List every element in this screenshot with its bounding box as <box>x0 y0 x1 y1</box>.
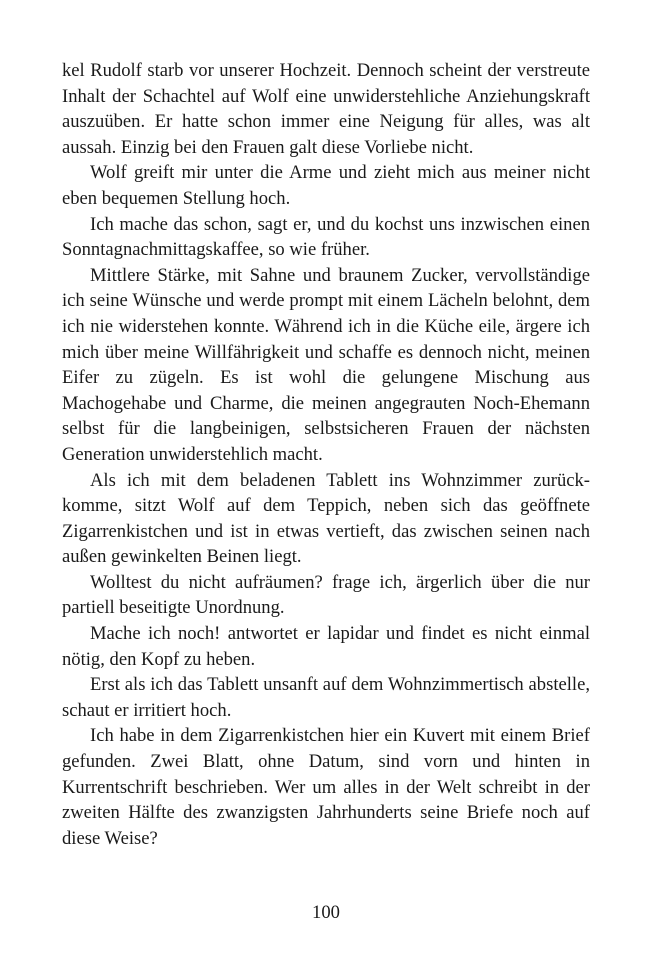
paragraph: Erst als ich das Tablett unsanft auf dem Wohnzimmertisch abstelle, schaut er irritiert hoch. <box>62 674 590 721</box>
paragraph-continuation: kel Rudolf starb vor unserer Hochzeit. Dennoch scheint der verstreute Inhalt der Schachtel auf Wolf eine unwiderstehliche Anziehungskraft auszuüben. Er hatte schon immer eine Neigung für alles, was alt aussah. Einzig bei den Frauen galt diese Vorliebe nicht. <box>62 60 590 158</box>
paragraph: Ich habe in dem Zigarrenkistchen hier ein Kuvert mit einem Brief gefunden. Zwei Blatt, ohne Datum, sind vorn und hinten in Kurrentschrift beschrieben. Wer um alles in der Welt schreibt in der zweiten Hälfte des zwanzigsten Jahrhunderts seine Briefe noch auf diese Weise? <box>62 725 590 849</box>
paragraph: Mache ich noch! antwortet er lapidar und findet es nicht einmal nötig, den Kopf zu heben. <box>62 623 590 670</box>
paragraph: Wolf greift mir unter die Arme und zieht mich aus meiner nicht eben bequemen Stellung hoch. <box>62 162 590 209</box>
paragraph: Ich mache das schon, sagt er, und du kochst uns inzwischen einen Sonntagnachmittagskaffee, so wie früher. <box>62 213 590 261</box>
paragraph: Als ich mit dem beladenen Tablett ins Wohnzimmer zurückkomme, sitzt Wolf auf dem Teppich, neben sich das geöffnete Zigarrenkistchen und ist in etwas vertieft, das zwischen seinen nach außen gewinkelten Beinen liegt. <box>62 469 590 568</box>
page-number: 100 <box>312 902 340 923</box>
book-page <box>62 58 590 928</box>
paragraph: Mittlere Stärke, mit Sahne und braunem Zucker, vervollständige ich seine Wünsche und werde prompt mit einem Lächeln belohnt, dem ich nie widerstehen konnte. Während ich in die Küche eile, ärgere ich mich über meine Willfährigkeit und schaffe es dennoch nicht, meinen Eifer zu zügeln. Es ist wohl die gelungene Mischung aus Machogehabe und Charme, die meinen angegrauten Noch-Ehemann selbst für die langbeinigen, selbstsicheren Frauen der nächsten Generation unwiderstehlich macht. <box>62 264 590 465</box>
body-text <box>62 58 590 851</box>
paragraph: Wolltest du nicht aufräumen? frage ich, ärgerlich über die nur partiell beseitigte Unordnung. <box>62 571 590 619</box>
